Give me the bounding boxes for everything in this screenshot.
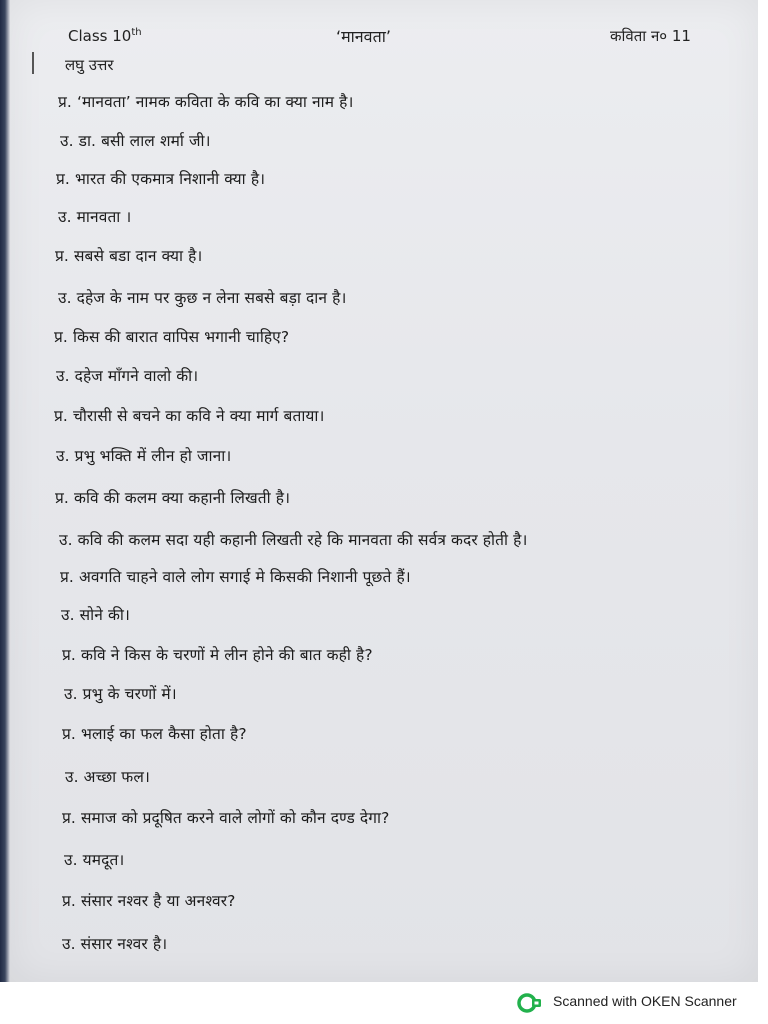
- document-page: [10, 0, 758, 982]
- question-line: प्र. ‘मानवता’ नामक कविता के कवि का क्या नाम है।: [58, 93, 354, 111]
- scanner-footer: [0, 982, 768, 1024]
- class-label: Class 10th: [68, 27, 142, 45]
- scanner-watermark-text: Scanned with OKEN Scanner: [553, 993, 737, 1009]
- answer-line: उ. दहेज के नाम पर कुछ न लेना सबसे बड़ा दान है।: [58, 289, 347, 307]
- question-line: प्र. अवगति चाहने वाले लोग सगाई मे किसकी निशानी पूछते हैं।: [60, 568, 411, 586]
- answer-line: उ. दहेज माँगने वालो की।: [56, 367, 199, 385]
- page-header: [10, 22, 758, 52]
- poem-number: कविता न० 11: [610, 27, 691, 45]
- question-line: प्र. चौरासी से बचने का कवि ने क्या मार्ग बताया।: [54, 407, 325, 425]
- answer-line: उ. डा. बसी लाल शर्मा जी।: [60, 132, 211, 150]
- question-line: प्र. संसार नश्वर है या अनश्वर?: [62, 892, 236, 910]
- question-line: प्र. कवि ने किस के चरणों मे लीन होने की बात कही है?: [62, 646, 373, 664]
- question-line: प्र. किस की बारात वापिस भगानी चाहिए?: [54, 328, 290, 346]
- question-line: प्र. भारत की एकमात्र निशानी क्या है।: [56, 170, 266, 188]
- answer-line: उ. प्रभु के चरणों में।: [64, 685, 177, 703]
- answer-line: उ. सोने की।: [61, 606, 130, 624]
- answer-line: उ. प्रभु भक्ति में लीन हो जाना।: [56, 447, 232, 465]
- answer-line: उ. मानवता ।: [58, 208, 132, 226]
- question-line: प्र. सबसे बडा दान क्या है।: [55, 247, 203, 265]
- question-line: प्र. समाज को प्रदूषित करने वाले लोगों को कौन दण्ड देगा?: [62, 809, 390, 827]
- answer-line: उ. कवि की कलम सदा यही कहानी लिखती रहे कि मानवता की सर्वत्र कदर होती है।: [59, 531, 528, 549]
- oken-scanner-icon: [517, 992, 543, 1014]
- question-line: प्र. कवि की कलम क्या कहानी लिखती है।: [55, 489, 291, 507]
- question-line: प्र. भलाई का फल कैसा होता है?: [62, 725, 247, 743]
- margin-mark: [32, 52, 34, 74]
- answer-line: उ. संसार नश्वर है।: [62, 935, 168, 953]
- scan-edge: [0, 0, 10, 982]
- section-subtitle: लघु उत्तर: [65, 56, 114, 74]
- class-superscript: th: [131, 27, 142, 38]
- page-title: ‘मानवता’: [336, 27, 391, 46]
- answer-line: उ. अच्छा फल।: [65, 768, 150, 786]
- answer-line: उ. यमदूत।: [64, 851, 125, 869]
